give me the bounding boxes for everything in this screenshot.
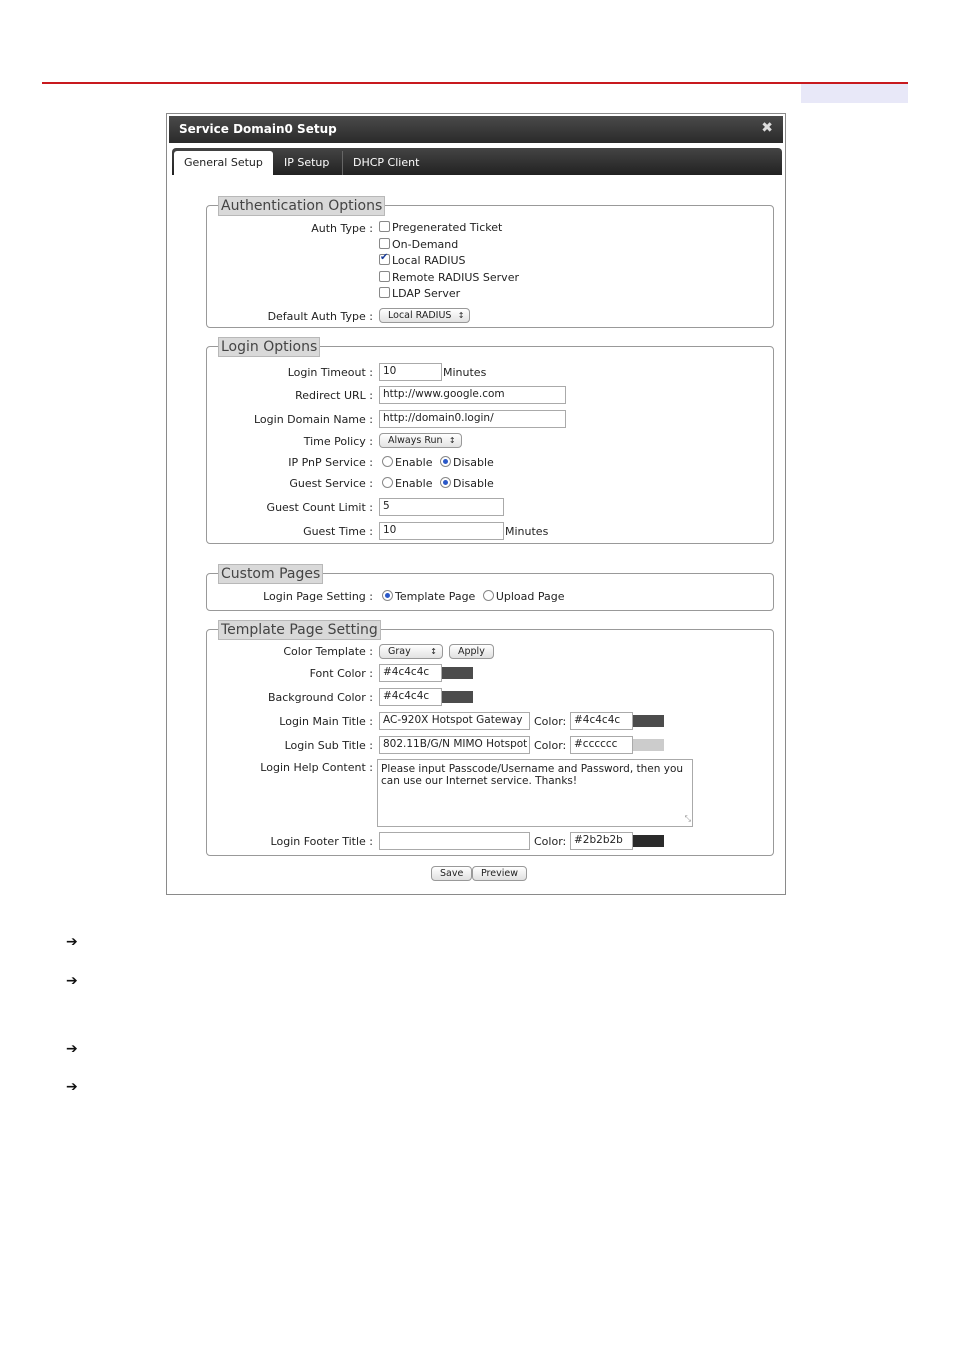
tab-ip-setup[interactable]: IP Setup xyxy=(284,156,330,169)
auth-option-remote-radius[interactable]: Remote RADIUS Server xyxy=(379,271,519,288)
custom-pages-group xyxy=(206,566,774,611)
login-options-group xyxy=(206,339,774,544)
background-color-label: Background Color : xyxy=(267,691,373,704)
guest-count-input[interactable]: 5 xyxy=(379,498,504,516)
login-options-legend: Login Options xyxy=(218,337,320,357)
time-policy-select[interactable]: Always Run ↕ xyxy=(379,433,462,448)
guest-time-input[interactable]: 10 xyxy=(379,522,504,540)
login-domain-input[interactable]: http://domain0.login/ xyxy=(379,410,566,428)
sub-title-input[interactable]: 802.11B/G/N MIMO Hotspot xyxy=(379,736,530,754)
sub-title-color-swatch xyxy=(633,739,664,751)
template-setting-legend: Template Page Setting xyxy=(218,620,381,640)
main-title-color-input[interactable]: #4c4c4c xyxy=(570,712,633,730)
ip-pnp-disable[interactable]: Disable xyxy=(440,456,494,469)
sub-title-color-label: Color: xyxy=(534,739,567,752)
help-content-textarea[interactable]: Please input Passcode/Username and Password, then you can use our Internet service. Thanks! ⤡ xyxy=(377,759,693,827)
login-domain-label: Login Domain Name : xyxy=(253,413,373,426)
radio-selected-icon[interactable] xyxy=(440,456,451,467)
tab-bar xyxy=(172,148,782,175)
login-timeout-label: Login Timeout : xyxy=(287,366,373,379)
service-domain-dialog xyxy=(166,113,786,895)
auth-option-pregenerated[interactable]: Pregenerated Ticket xyxy=(379,221,519,238)
checkbox-icon[interactable] xyxy=(379,287,390,298)
checkbox-icon[interactable] xyxy=(379,221,390,232)
color-template-select[interactable]: Gray ↕ xyxy=(379,644,443,659)
custom-pages-legend: Custom Pages xyxy=(218,564,323,584)
upload-page-option[interactable]: Upload Page xyxy=(483,590,565,603)
guest-service-enable[interactable]: Enable xyxy=(382,477,432,490)
footer-color-swatch xyxy=(633,835,664,847)
guest-service-label: Guest Service : xyxy=(289,477,373,490)
main-title-color-label: Color: xyxy=(534,715,567,728)
color-template-label: Color Template : xyxy=(283,645,373,658)
redirect-url-label: Redirect URL : xyxy=(295,389,373,402)
arrow-bullet-icon: ➔ xyxy=(66,1079,78,1095)
default-auth-type-select[interactable]: Local RADIUS ↕ xyxy=(379,308,470,323)
auth-options-legend: Authentication Options xyxy=(218,196,385,216)
checkbox-icon[interactable] xyxy=(379,238,390,249)
help-content-label: Login Help Content : xyxy=(260,761,373,774)
dialog-title: Service Domain0 Setup xyxy=(179,122,337,136)
radio-icon[interactable] xyxy=(483,590,494,601)
apply-button[interactable]: Apply xyxy=(449,644,494,659)
background-color-swatch xyxy=(442,691,473,703)
redirect-url-input[interactable]: http://www.google.com xyxy=(379,386,566,404)
dialog-titlebar xyxy=(169,116,783,143)
checkbox-checked-icon[interactable] xyxy=(379,254,390,265)
background-color-input[interactable]: #4c4c4c xyxy=(379,688,442,706)
font-color-label: Font Color : xyxy=(309,667,373,680)
font-color-input[interactable]: #4c4c4c xyxy=(379,664,442,682)
sub-title-color-input[interactable]: #cccccc xyxy=(570,736,633,754)
template-setting-group xyxy=(206,622,774,856)
guest-count-label: Guest Count Limit : xyxy=(266,501,373,514)
auth-option-on-demand[interactable]: On-Demand xyxy=(379,238,519,255)
template-page-option[interactable]: Template Page xyxy=(382,590,475,603)
font-color-swatch xyxy=(442,667,473,679)
header-block xyxy=(801,84,908,103)
footer-color-input[interactable]: #2b2b2b xyxy=(570,832,633,850)
arrow-bullet-icon: ➔ xyxy=(66,973,78,989)
ip-pnp-label: IP PnP Service : xyxy=(288,456,373,469)
auth-option-ldap[interactable]: LDAP Server xyxy=(379,287,519,304)
guest-time-unit: Minutes xyxy=(505,525,549,538)
time-policy-label: Time Policy : xyxy=(303,435,373,448)
radio-selected-icon[interactable] xyxy=(440,477,451,488)
checkbox-icon[interactable] xyxy=(379,271,390,282)
radio-selected-icon[interactable] xyxy=(382,590,393,601)
close-icon[interactable]: ✖ xyxy=(761,120,773,136)
radio-icon[interactable] xyxy=(382,477,393,488)
footer-title-label: Login Footer Title : xyxy=(270,835,373,848)
ip-pnp-enable[interactable]: Enable xyxy=(382,456,432,469)
login-timeout-unit: Minutes xyxy=(443,366,487,379)
header-rule xyxy=(42,82,908,84)
main-title-color-swatch xyxy=(633,715,664,727)
tab-general-setup[interactable]: General Setup xyxy=(174,151,273,175)
save-button[interactable]: Save xyxy=(431,866,472,881)
footer-title-input[interactable] xyxy=(379,832,530,850)
sub-title-label: Login Sub Title : xyxy=(284,739,373,752)
guest-time-label: Guest Time : xyxy=(303,525,373,538)
auth-type-label: Auth Type : xyxy=(311,222,373,235)
footer-color-label: Color: xyxy=(534,835,567,848)
arrow-bullet-icon: ➔ xyxy=(66,934,78,950)
main-title-input[interactable]: AC-920X Hotspot Gateway xyxy=(379,712,530,730)
login-timeout-input[interactable]: 10 xyxy=(379,363,442,381)
radio-icon[interactable] xyxy=(382,456,393,467)
resize-grip-icon[interactable]: ⤡ xyxy=(684,814,691,823)
auth-option-local-radius[interactable]: ✔Local RADIUS xyxy=(379,254,519,271)
auth-options-group xyxy=(206,198,774,328)
preview-button[interactable]: Preview xyxy=(472,866,527,881)
default-auth-type-label: Default Auth Type : xyxy=(267,310,373,323)
guest-service-disable[interactable]: Disable xyxy=(440,477,494,490)
main-title-label: Login Main Title : xyxy=(279,715,373,728)
login-page-setting-label: Login Page Setting : xyxy=(263,590,373,603)
arrow-bullet-icon: ➔ xyxy=(66,1041,78,1057)
tab-dhcp-client[interactable]: DHCP Client xyxy=(342,151,429,175)
